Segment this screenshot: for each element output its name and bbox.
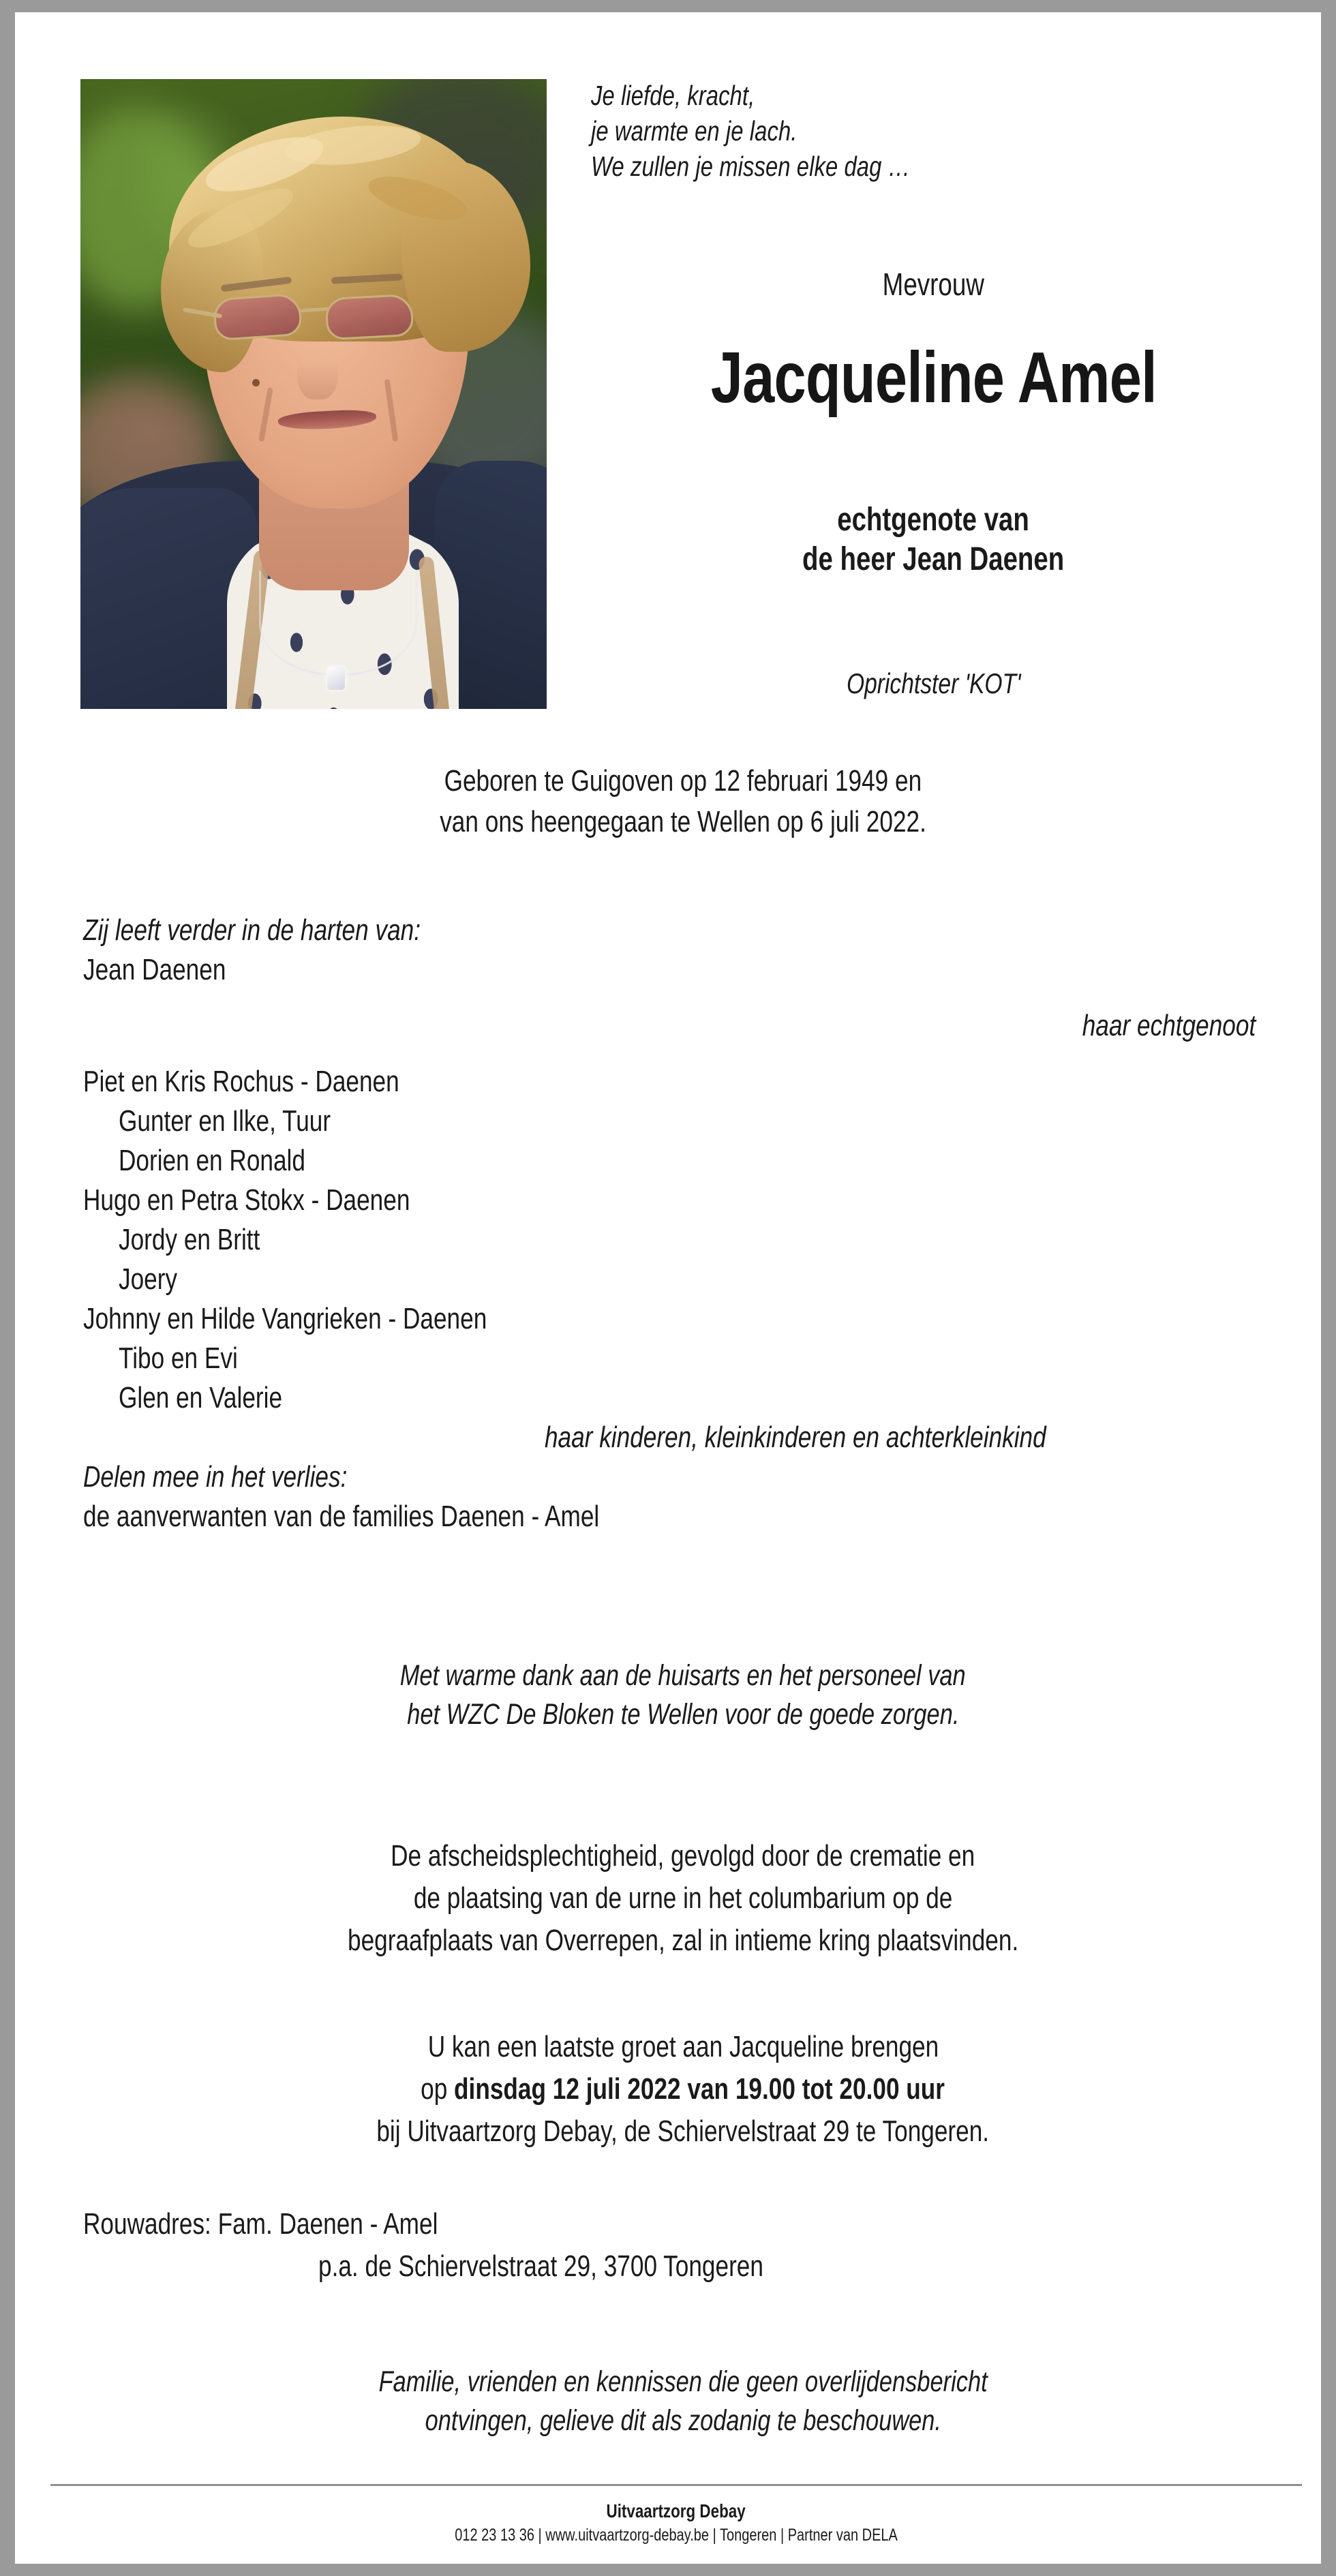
salutation: Mevrouw <box>882 267 985 302</box>
mourning-address-line-1: Rouwadres: Fam. Daenen - Amel <box>83 2207 438 2241</box>
family-group-parents: Hugo en Petra Stokx - Daenen <box>83 1183 410 1217</box>
visitation-datetime-bold: dinsdag 12 juli 2022 van 19.00 tot 20.00 uur <box>454 2072 945 2106</box>
loss-text: de aanverwanten van de families Daenen - Amel <box>83 1500 600 1533</box>
spacer <box>83 1046 1283 1062</box>
children-caption: haar kinderen, kleinkinderen en achterkleinkind <box>545 1421 1046 1454</box>
founder-title: Oprichtster 'KOT' <box>846 667 1021 699</box>
cheek-mole <box>252 379 260 387</box>
necklace-pendant <box>327 667 345 690</box>
family-group-parents: Johnny en Hilde Vangrieken - Daenen <box>83 1302 487 1335</box>
footer <box>50 2499 1302 2547</box>
mourning-address-line-2: p.a. de Schiervelstraat 29, 3700 Tongeren <box>318 2249 763 2283</box>
quote-line-3: We zullen je missen elke dag … <box>591 151 911 182</box>
family-group-parents: Piet en Kris Rochus - Daenen <box>83 1065 399 1098</box>
visitation-datetime <box>83 2068 1283 2110</box>
survivors-heading: Zij leeft verder in de harten van: <box>83 913 421 947</box>
family-group-child: Tibo en Evi <box>119 1342 238 1375</box>
nose <box>297 338 338 399</box>
eyeglass-lens-left <box>213 293 303 342</box>
survivor-spouse: Jean Daenen <box>83 953 226 986</box>
birth-death-dates: Geboren te Guigoven op 12 februari 1949 en van ons heengegaan te Wellen op 6 juli 2022. <box>440 764 926 838</box>
photo-background <box>80 79 547 709</box>
visitation-line-1: U kan een laatste groet aan Jacqueline brengen <box>427 2030 939 2063</box>
spouse-relation: echtgenote van de heer Jean Daenen <box>802 502 1065 577</box>
visitation-location: bij Uitvaartzorg Debay, de Schiervelstraat 29 te Tongeren. <box>376 2115 990 2148</box>
memorial-card <box>15 12 1321 2564</box>
family-group-child: Glen en Valerie <box>119 1381 283 1414</box>
deceased-name: Jacqueline Amel <box>710 337 1157 418</box>
family-group-child: Dorien en Ronald <box>119 1144 305 1177</box>
portrait-photo <box>80 79 547 709</box>
general-notice: Familie, vrienden en kennissen die geen overlijdensbericht ontvingen, gelieve dit als zodanig te beschouwen. <box>378 2365 988 2437</box>
ceremony-section: De afscheidsplechtigheid, gevolgd door de crematie en de plaatsing van de urne in het columbarium op de begraafplaats van Overrepen, zal in intieme kring plaatsvinden. <box>347 1839 1019 1957</box>
memorial-quote <box>591 78 1273 184</box>
necklace-chain <box>259 570 417 676</box>
quote-line-1: Je liefde, kracht, <box>591 80 755 111</box>
family-group-child: Joery <box>119 1262 178 1296</box>
footer-divider <box>50 2484 1302 2486</box>
survivors-section <box>83 911 1283 1536</box>
thanks-section: Met warme dank aan de huisarts en het personeel van het WZC De Bloken te Wellen voor de goede zorgen. <box>400 1659 966 1731</box>
visitation-section <box>83 2026 1283 2153</box>
survivor-spouse-role: haar echtgenoot <box>1082 1009 1256 1042</box>
mourning-address-section <box>83 2203 1283 2288</box>
eyeglass-lens-right <box>324 294 414 341</box>
spacer <box>83 990 1283 1006</box>
visitation-prefix: op <box>421 2072 455 2106</box>
quote-line-2: je warmte en je lach. <box>591 115 798 147</box>
family-group-child: Jordy en Britt <box>119 1223 260 1256</box>
funeral-home-contact: 012 23 13 36 | www.uitvaartzorg-debay.be | Tongeren | Partner van DELA <box>455 2526 898 2545</box>
funeral-home-name: Uitvaartzorg Debay <box>606 2500 746 2521</box>
family-group-child: Gunter en Ilke, Tuur <box>119 1104 331 1138</box>
loss-heading: Delen mee in het verlies: <box>83 1460 348 1494</box>
